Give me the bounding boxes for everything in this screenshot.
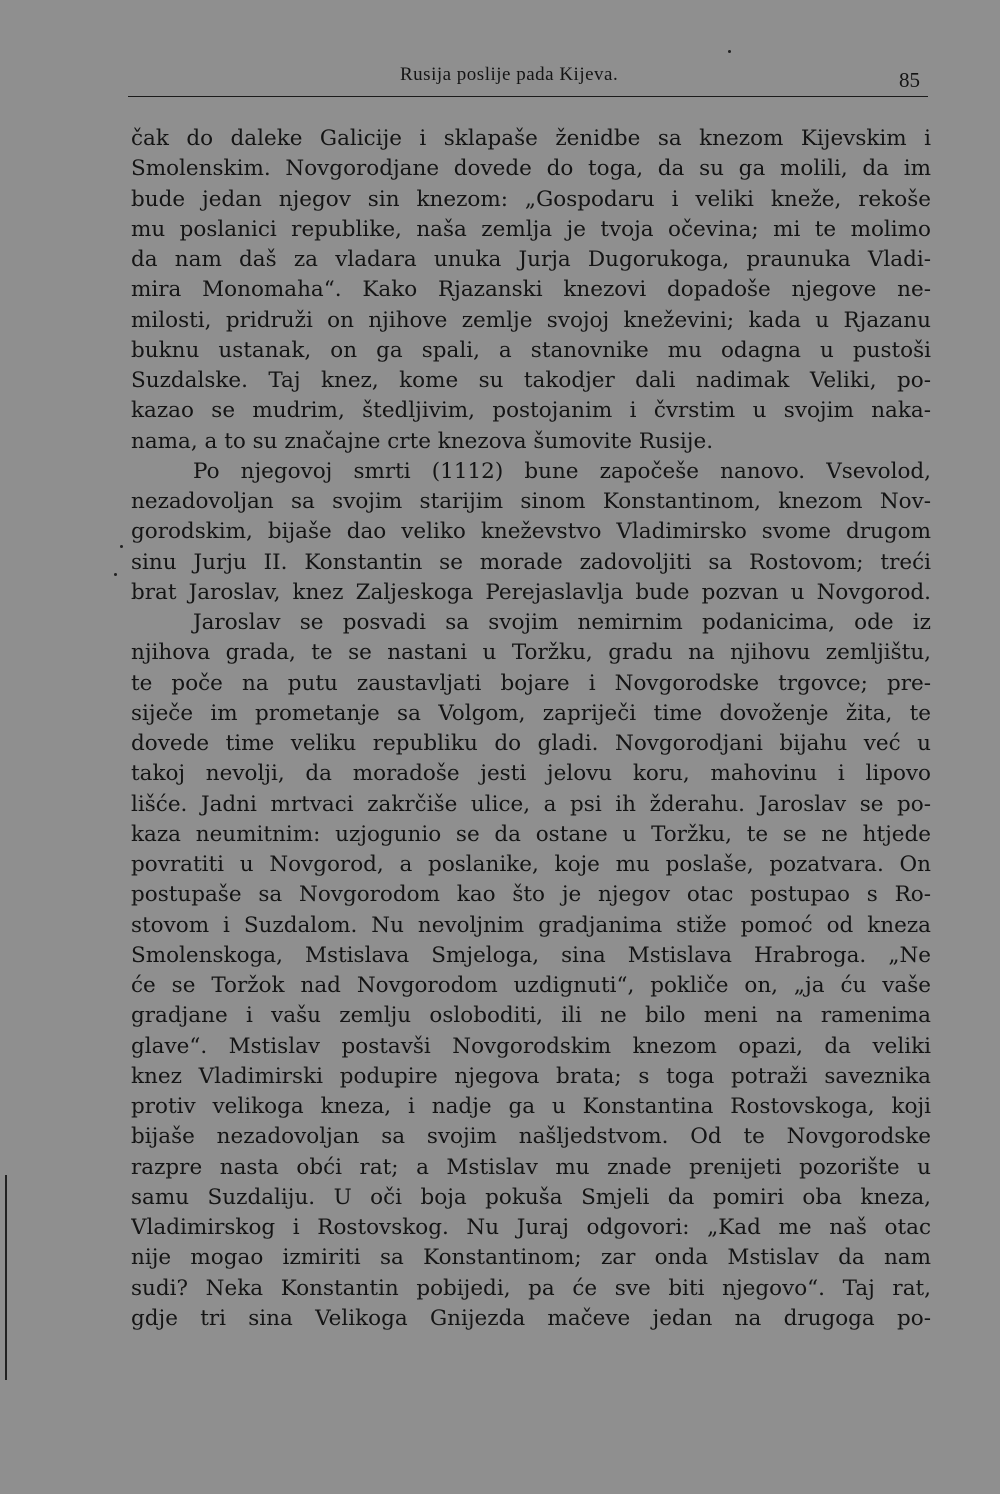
text-line: gradjane i vašu zemlju osloboditi, ili ne bilo meni na ramenima (131, 1003, 931, 1029)
text-line: protiv velikoga kneza, i nadje ga u Konstantina Rostovskoga, koji (131, 1094, 931, 1119)
text-line: Smolenskoga, Mstislava Smjeloga, sina Mstislava Hrabroga. „Ne (131, 942, 931, 968)
text-line: bijaše nezadovoljan sa svojim našljedstvom. Od te Novgorodske (131, 1124, 931, 1150)
text-line: razpre nasta obći rat; a Mstislav mu znade prenijeti pozorište u (131, 1154, 931, 1180)
body-text (131, 124, 931, 1334)
text-line: lišće. Jadni mrtvaci zakrčiše ulice, a psi ih žderahu. Jaroslav se po- (131, 791, 931, 817)
text-line: gorodskim, bijaše dao veliko kneževstvo Vladimirsko svome drugom (131, 519, 931, 545)
text-line: glave“. Mstislav postavši Novgorodskim knezom opazi, da veliki (131, 1033, 931, 1059)
page-number: 85 (899, 68, 920, 92)
text-line: da nam daš za vladara unuka Jurja Dugorukoga, praunuka Vladi- (131, 247, 931, 272)
running-title: Rusija poslije pada Kijeva. (400, 64, 619, 85)
scan-speck (114, 573, 117, 576)
scan-edge-line (5, 1175, 7, 1380)
page-header (128, 58, 928, 97)
text-line: kaza neumitnim: uzjogunio se da ostane u Toržku, te se ne htjede (131, 821, 931, 847)
text-line: sinu Jurju II. Konstantin se morade zadovoljiti sa Rostovom; treći (131, 549, 931, 575)
text-line: dovede time veliku republiku do gladi. Novgorodjani bijahu već u (131, 731, 931, 756)
text-line: milosti, pridruži on njihove zemlje svojoj kneževini; kada u Rjazanu (131, 307, 931, 333)
text-line: siječe im prometanje sa Volgom, zapriječi time dovoženje žita, te (131, 700, 931, 726)
text-line: njihova grada, te se nastani u Toržku, gradu na njihovu zemljištu, (131, 640, 931, 666)
scan-speck (120, 545, 123, 548)
text-line: bude jedan njegov sin knezom: „Gospodaru i veliki kneže, rekoše (131, 186, 931, 212)
text-line: Vladimirskog i Rostovskog. Nu Juraj odgovori: „Kad me naš otac (131, 1215, 931, 1240)
text-line: Po njegovoj smrti (1112) bune započeše nanovo. Vsevolod, (193, 458, 931, 484)
text-line: postupaše sa Novgorodom kao što je njegov otac postupao s Ro- (131, 882, 931, 908)
text-line: nije mogao izmiriti sa Konstantinom; zar onda Mstislav da nam (131, 1245, 931, 1271)
text-line: stovom i Suzdalom. Nu nevoljnim gradjanima stiže pomoć od kneza (131, 912, 931, 938)
text-line: takoj nevolji, da moradoše jesti jelovu koru, mahovinu i lipovo (131, 761, 931, 787)
text-line: mira Monomaha“. Kako Rjazanski knezovi dopadoše njegove ne- (131, 277, 931, 303)
text-line: sudi? Neka Konstantin pobijedi, pa će sve biti njegovo“. Taj rat, (131, 1275, 931, 1301)
text-line: brat Jaroslav, knez Zaljeskoga Perejaslavlja bude pozvan u Novgorod. (131, 579, 931, 605)
text-line: Suzdalske. Taj knez, kome su takodjer dali nadimak Veliki, po- (131, 368, 931, 393)
text-line: će se Toržok nad Novgorodom uzdignuti“, pokliče on, „ja ću vaše (131, 973, 931, 998)
text-line: buknu ustanak, on ga spali, a stanovnike mu odagna u pustoši (131, 337, 931, 363)
text-line: Smolenskim. Novgorodjane dovede do toga, da su ga molili, da im (131, 156, 931, 182)
text-line: nama, a to su značajne crte knezova šumovite Rusije. (131, 428, 714, 454)
text-line: te poče na putu zaustavljati bojare i Novgorodske trgovce; pre- (131, 670, 931, 696)
text-line: kazao se mudrim, štedljivim, postojanim i čvrstim u svojim naka- (131, 398, 931, 424)
text-line: čak do daleke Galicije i sklapaše ženidbe sa knezom Kijevskim i (131, 126, 931, 151)
text-line: nezadovoljan sa svojim starijim sinom Konstantinom, knezom Nov- (131, 489, 931, 514)
text-line: povratiti u Novgorod, a poslanike, koje mu poslaše, pozatvara. On (131, 852, 931, 877)
text-line: knez Vladimirski podupire njegova brata; s toga potraži saveznika (131, 1063, 931, 1089)
text-line: gdje tri sina Velikoga Gnijezda mačeve jedan na drugoga po- (131, 1305, 931, 1331)
scan-speck (728, 50, 731, 53)
text-line: mu poslanici republike, naša zemlja je tvoja očevina; mi te molimo (131, 216, 931, 242)
text-line: Jaroslav se posvadi sa svojim nemirnim podanicima, ode iz (193, 610, 931, 635)
text-line: samu Suzdaliju. U oči boja pokuša Smjeli da pomiri oba kneza, (131, 1184, 931, 1210)
